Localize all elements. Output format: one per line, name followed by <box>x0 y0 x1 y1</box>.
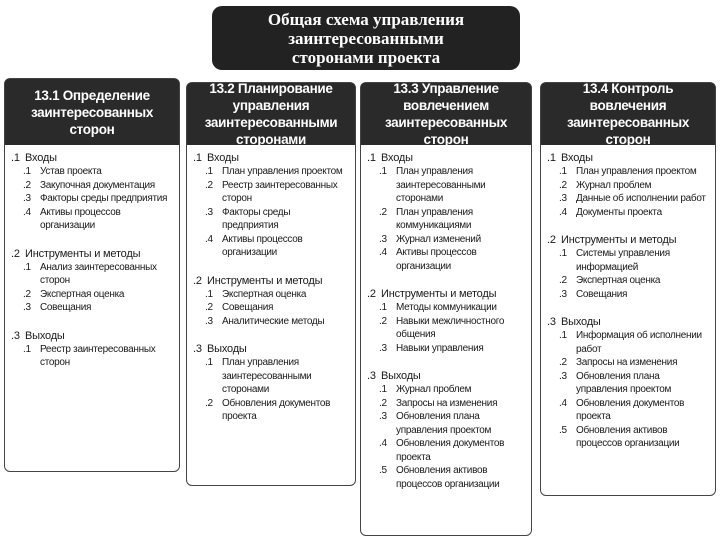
item-text: Обновления активов процессов организации <box>396 465 500 490</box>
process-section <box>193 342 349 424</box>
item-number: .2 <box>23 288 31 300</box>
list-item <box>547 370 709 397</box>
title-line: Общая схема управления <box>267 9 465 29</box>
item-text: Анализ заинтересованных сторон <box>40 261 157 286</box>
process-heading-line: заинтересованными сторонами <box>204 115 338 147</box>
diagram-title <box>212 6 520 70</box>
item-text: Аналитические методы <box>222 315 325 327</box>
section-title <box>547 233 709 247</box>
title-line: сторонами проекта <box>291 47 441 67</box>
list-item <box>11 192 173 206</box>
item-text: Данные об исполнении работ <box>576 193 706 204</box>
process-section <box>367 151 525 273</box>
section-number: .2 <box>547 234 556 246</box>
list-item <box>11 301 173 315</box>
list-item <box>193 397 349 424</box>
item-number: .4 <box>379 438 387 449</box>
list-item <box>547 247 709 274</box>
list-item <box>547 165 709 179</box>
process-heading-line: 13.4 Контроль вовлечения <box>582 81 674 113</box>
list-item <box>547 397 709 424</box>
section-number: .3 <box>11 329 20 342</box>
item-text: Запросы на изменения <box>396 397 498 409</box>
list-item <box>193 233 349 260</box>
item-text: Активы процессов организации <box>396 247 477 272</box>
list-item <box>547 192 709 206</box>
item-text: Совещания <box>576 288 628 300</box>
process-column-2 <box>186 82 356 486</box>
section-title <box>367 151 525 165</box>
section-number: .3 <box>193 343 202 355</box>
item-number: .2 <box>559 357 567 368</box>
item-text: Обновления документов проекта <box>576 397 685 422</box>
item-text: План управления коммуникациями <box>396 206 473 231</box>
item-number: .3 <box>23 193 31 204</box>
list-item <box>11 179 173 193</box>
item-number: .1 <box>23 166 31 177</box>
item-text: Экспертная оценка <box>40 288 125 300</box>
item-text: Запросы на изменения <box>576 357 678 368</box>
process-heading-line: 13.2 Планирование <box>209 81 333 96</box>
item-text: Документы проекта <box>576 206 662 218</box>
item-number: .2 <box>205 302 213 313</box>
item-text: Закупочная документация <box>40 179 155 191</box>
list-item <box>193 179 349 206</box>
list-item <box>367 301 525 315</box>
list-item <box>547 274 709 288</box>
process-body <box>187 145 355 424</box>
list-item <box>367 397 525 411</box>
item-text: Факторы среды предприятия <box>222 206 291 231</box>
section-number: .1 <box>11 152 20 164</box>
title-line: заинтересованными <box>288 28 444 48</box>
list-item <box>367 246 525 273</box>
section-label: Выходы <box>207 343 247 355</box>
item-number: .1 <box>23 343 31 355</box>
section-title <box>547 315 709 329</box>
section-label: Инструменты и методы <box>381 288 497 300</box>
item-text: Устав проекта <box>40 166 102 177</box>
item-number: .2 <box>559 179 567 191</box>
process-heading-line: 13.1 Определение <box>34 87 150 103</box>
item-number: .1 <box>559 330 567 341</box>
list-item <box>547 329 709 356</box>
section-number: .2 <box>367 288 376 300</box>
item-number: .4 <box>23 206 31 218</box>
item-text: Активы процессов организации <box>222 233 303 258</box>
item-number: .1 <box>205 166 213 177</box>
section-label: Входы <box>561 152 593 164</box>
list-item <box>193 301 349 315</box>
item-number: .5 <box>379 465 387 476</box>
process-section <box>367 287 525 355</box>
item-number: .2 <box>205 397 213 409</box>
item-text: Совещания <box>222 302 274 313</box>
item-text: Факторы среды предприятия <box>40 193 168 204</box>
section-number: .3 <box>547 316 556 328</box>
list-item <box>11 261 173 288</box>
item-number: .2 <box>205 179 213 191</box>
section-title <box>11 151 173 165</box>
item-number: .3 <box>559 288 567 300</box>
item-text: План управления проектом <box>222 166 343 177</box>
item-text: Обновления документов проекта <box>222 397 331 422</box>
item-number: .4 <box>559 397 567 409</box>
process-section <box>547 233 709 301</box>
section-title <box>11 247 173 261</box>
section-title <box>11 329 173 343</box>
process-section <box>11 247 173 315</box>
process-section <box>547 315 709 451</box>
item-text: Методы коммуникации <box>396 302 497 313</box>
item-text: План управления заинтересованными сторонами <box>222 357 312 395</box>
process-section <box>193 151 349 260</box>
process-body <box>5 145 179 370</box>
item-text: Реестр заинтересованных сторон <box>222 179 338 204</box>
item-text: План управления проектом <box>576 166 697 177</box>
item-text: Журнал проблем <box>576 179 652 191</box>
section-number: .1 <box>547 152 556 164</box>
item-number: .1 <box>205 288 213 300</box>
section-number: .3 <box>367 370 376 382</box>
list-item <box>367 206 525 233</box>
section-label: Инструменты и методы <box>207 274 323 287</box>
item-number: .3 <box>205 315 213 327</box>
list-item <box>547 179 709 193</box>
list-item <box>367 233 525 247</box>
item-text: Обновления документов проекта <box>396 438 505 463</box>
list-item <box>193 165 349 179</box>
process-heading-line: 13.3 Управление вовлечением <box>393 81 499 113</box>
section-label: Выходы <box>25 329 65 342</box>
item-number: .3 <box>23 302 31 313</box>
item-text: Экспертная оценка <box>222 288 307 300</box>
item-text: Навыки межличностного общения <box>396 315 505 340</box>
item-number: .2 <box>379 315 387 327</box>
item-number: .3 <box>379 342 387 354</box>
list-item <box>547 288 709 302</box>
list-item <box>367 315 525 342</box>
process-body <box>541 145 715 451</box>
item-number: .1 <box>379 302 387 313</box>
section-label: Выходы <box>561 316 601 328</box>
item-number: .5 <box>559 424 567 436</box>
list-item <box>547 356 709 370</box>
section-title <box>193 342 349 356</box>
item-text: Активы процессов организации <box>40 206 121 231</box>
section-number: .2 <box>193 274 202 287</box>
section-number: .1 <box>367 152 376 164</box>
process-section <box>11 329 173 370</box>
list-item <box>11 165 173 179</box>
process-heading-line: управления <box>232 98 310 113</box>
item-number: .3 <box>205 206 213 218</box>
section-label: Входы <box>207 152 239 164</box>
process-heading <box>361 83 531 145</box>
section-label: Входы <box>25 152 57 164</box>
list-item <box>11 206 173 233</box>
process-column-1 <box>4 78 180 472</box>
list-item <box>193 288 349 302</box>
item-number: .3 <box>379 411 387 422</box>
item-text: Обновления плана управления проектом <box>576 370 672 395</box>
process-section <box>367 369 525 491</box>
process-body <box>361 145 531 491</box>
item-text: План управления заинтересованными сторонами <box>396 166 486 204</box>
item-number: .1 <box>559 248 567 259</box>
item-text: Совещания <box>40 302 92 313</box>
section-title <box>547 151 709 165</box>
item-text: Журнал проблем <box>396 384 472 395</box>
item-text: Экспертная оценка <box>576 275 661 286</box>
list-item <box>11 288 173 302</box>
process-heading-line: заинтересованных сторон <box>30 104 154 137</box>
section-label: Инструменты и методы <box>561 234 677 246</box>
list-item <box>547 206 709 220</box>
item-number: .1 <box>23 261 31 273</box>
process-section <box>547 151 709 219</box>
item-number: .4 <box>205 233 213 245</box>
item-number: .1 <box>379 166 387 177</box>
process-section <box>11 151 173 233</box>
item-number: .3 <box>559 193 567 204</box>
item-number: .1 <box>559 166 567 177</box>
process-heading-line: заинтересованных сторон <box>566 115 690 147</box>
item-number: .4 <box>559 206 567 218</box>
item-text: Навыки управления <box>396 342 484 354</box>
section-label: Инструменты и методы <box>25 247 141 260</box>
item-text: Информация об исполнении работ <box>576 330 702 355</box>
item-text: Реестр заинтересованных сторон <box>40 343 156 368</box>
list-item <box>367 342 525 356</box>
section-label: Выходы <box>381 370 421 382</box>
list-item <box>367 165 525 206</box>
section-number: .1 <box>193 152 202 164</box>
item-text: Журнал изменений <box>396 233 481 245</box>
item-text: Обновления активов процессов организации <box>576 424 680 449</box>
list-item <box>547 424 709 451</box>
item-text: Системы управления информацией <box>576 248 670 273</box>
list-item <box>11 343 173 370</box>
process-heading <box>187 83 355 145</box>
list-item <box>367 437 525 464</box>
process-heading-line: заинтересованных сторон <box>384 115 508 147</box>
process-section <box>193 274 349 329</box>
item-number: .2 <box>559 275 567 286</box>
list-item <box>193 206 349 233</box>
section-title <box>367 369 525 383</box>
item-number: .3 <box>559 370 567 382</box>
list-item <box>367 410 525 437</box>
list-item <box>193 315 349 329</box>
item-text: Обновления плана управления проектом <box>396 411 492 436</box>
item-number: .2 <box>379 206 387 218</box>
process-heading <box>5 79 179 145</box>
section-label: Входы <box>381 152 413 164</box>
process-column-3 <box>360 82 532 536</box>
item-number: .1 <box>379 384 387 395</box>
item-number: .1 <box>205 357 213 368</box>
item-number: .2 <box>23 179 31 191</box>
list-item <box>193 356 349 397</box>
section-title <box>193 274 349 288</box>
section-number: .2 <box>11 247 20 260</box>
list-item <box>367 383 525 397</box>
section-title <box>367 287 525 301</box>
section-title <box>193 151 349 165</box>
item-number: .3 <box>379 233 387 245</box>
process-column-4 <box>540 82 716 496</box>
list-item <box>367 464 525 491</box>
item-number: .4 <box>379 247 387 258</box>
process-heading <box>541 83 715 145</box>
item-number: .2 <box>379 397 387 409</box>
